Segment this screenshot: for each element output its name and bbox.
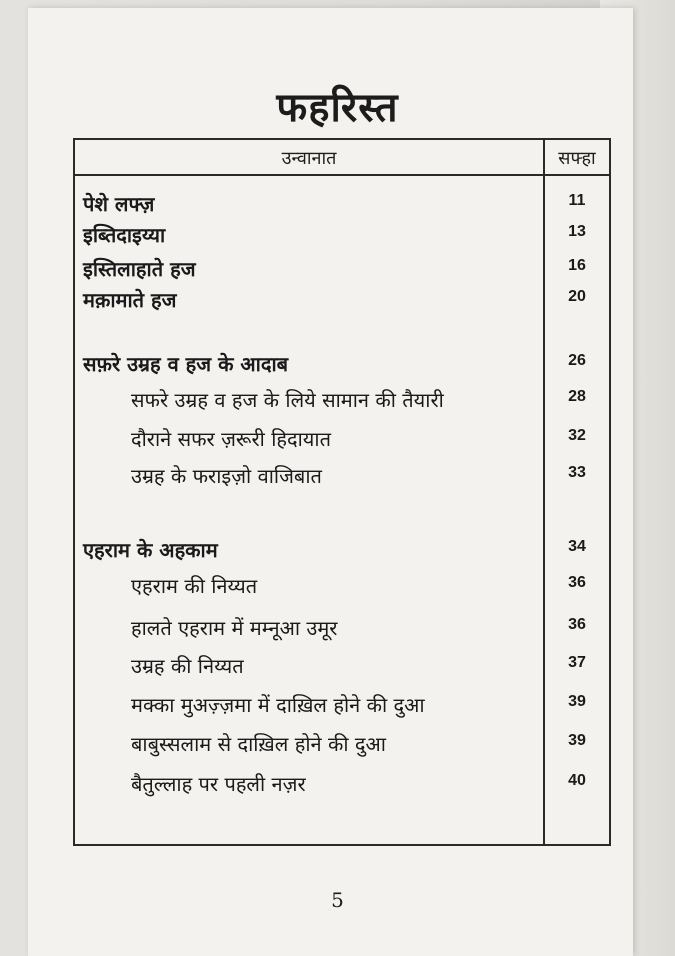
- table-row: [75, 221, 609, 251]
- entry-title: सफ़रे उम्रह व हज के आदाब: [83, 352, 289, 376]
- entry-page: 28: [568, 388, 586, 405]
- table-row: [75, 286, 609, 316]
- entry-page: 32: [568, 427, 586, 444]
- table-row: [75, 425, 609, 455]
- table-header: [75, 140, 609, 176]
- entry-title: उम्रह की निय्यत: [131, 654, 244, 678]
- entry-page: 34: [568, 538, 586, 555]
- entry-page: 33: [568, 464, 586, 481]
- table-row: [75, 386, 609, 416]
- entry-title: बैतुल्लाह पर पहली नज़र: [131, 772, 306, 796]
- entry-page: 11: [568, 192, 586, 209]
- entry-title: पेशे लफ्ज़: [83, 192, 155, 216]
- table-row: [75, 572, 609, 602]
- entry-page: 16: [568, 257, 586, 274]
- table-row: [75, 730, 609, 760]
- entry-title: हालते एहराम में मम्नूआ उमूर: [131, 616, 338, 640]
- entry-page: 37: [568, 654, 586, 671]
- entry-page: 20: [568, 288, 586, 305]
- entry-page: 13: [568, 223, 586, 240]
- entry-title: इब्तिदाइय्या: [83, 223, 166, 247]
- contents-table: [73, 138, 611, 846]
- entry-title: बाबुस्सलाम से दाख़िल होने की दुआ: [131, 732, 386, 756]
- table-row: [75, 190, 609, 220]
- table-row: [75, 614, 609, 644]
- table-row: [75, 691, 609, 721]
- entry-title: एहराम की निय्यत: [131, 574, 258, 598]
- entry-page: 40: [568, 772, 586, 789]
- entry-title: उम्रह के फराइज़ो वाजिबात: [131, 464, 322, 488]
- entry-page: 36: [568, 616, 586, 633]
- page-title: फहरिस्त: [276, 85, 399, 131]
- table-row: [75, 255, 609, 285]
- entry-title: मक्का मुअज़्ज़मा में दाख़िल होने की दुआ: [131, 693, 425, 717]
- header-title-column: उन्वानात: [281, 148, 337, 169]
- entry-title: मक़ामाते हज: [83, 288, 177, 312]
- table-row: [75, 652, 609, 682]
- entry-title: दौराने सफर ज़रूरी हिदायात: [131, 427, 331, 451]
- entry-page: 39: [568, 732, 586, 749]
- header-page-column: सफ्हा: [558, 148, 596, 169]
- page-number: 5: [331, 888, 344, 912]
- table-row: [75, 536, 609, 566]
- entry-page: 26: [568, 352, 586, 369]
- entry-title: एहराम के अहकाम: [83, 538, 218, 562]
- entry-title: इस्तिलाहाते हज: [83, 257, 196, 281]
- entry-title: सफरे उम्रह व हज के लिये सामान की तैयारी: [131, 388, 444, 412]
- entry-page: 39: [568, 693, 586, 710]
- entry-page: 36: [568, 574, 586, 591]
- table-row: [75, 350, 609, 380]
- table-row: [75, 462, 609, 492]
- table-row: [75, 770, 609, 800]
